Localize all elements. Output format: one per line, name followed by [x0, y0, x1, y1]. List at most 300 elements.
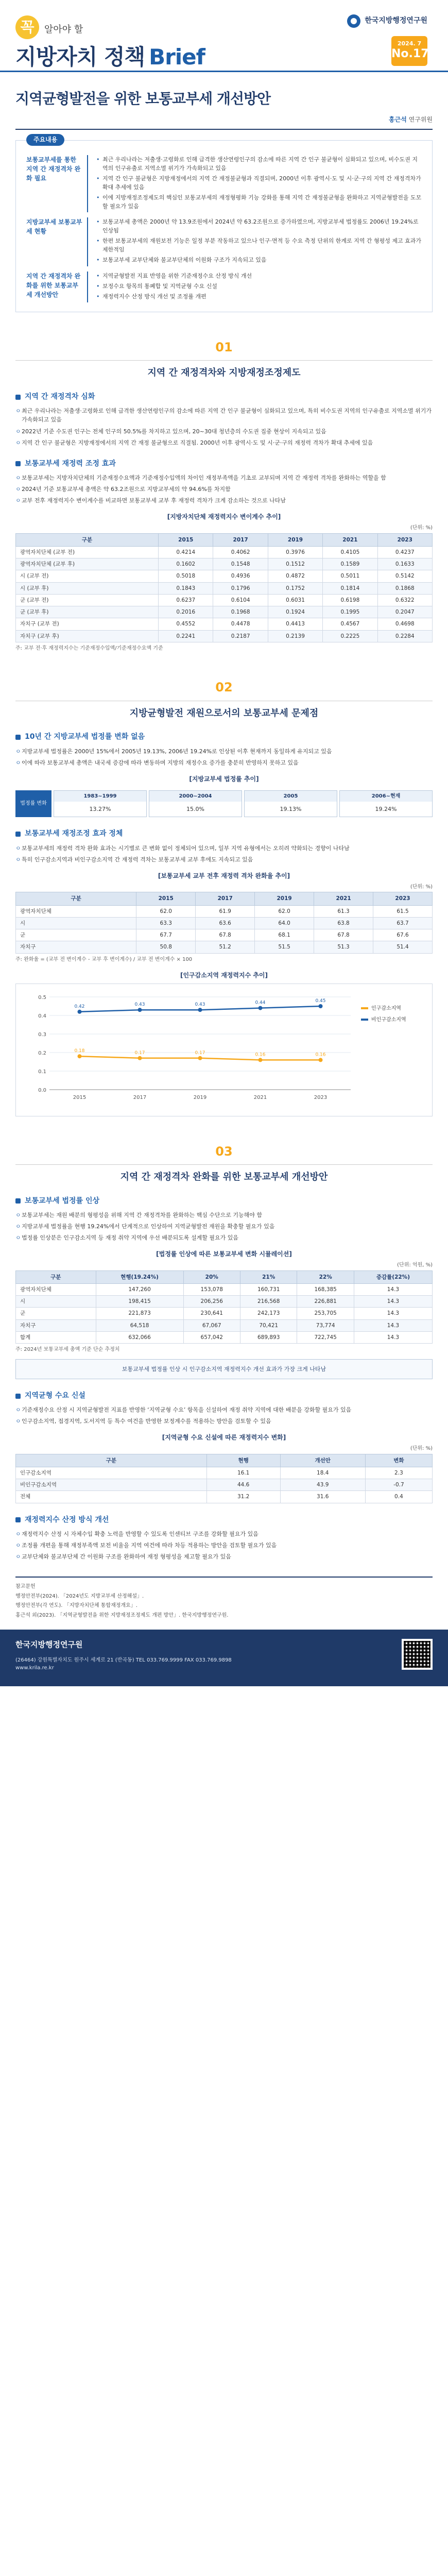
table-unit: (단위: 억원, %) — [397, 1262, 433, 1268]
table-header-cell: 구분 — [16, 892, 136, 905]
paragraph-line: ㅇ 조정률 개편을 통해 재정부족액 보전 비율을 지역 여건에 따라 차등 적용하는 방안을 검토할 필요가 있음 — [15, 1541, 433, 1550]
table-cell: 61.9 — [196, 905, 255, 917]
summary-side-label: 지역 간 재정격차 완화를 위한 보통교부세 개선방안 — [26, 272, 88, 302]
table-note: 주: 2024년 보통교부세 총액 기준 단순 추정치 — [15, 1347, 120, 1353]
timeline-cell — [244, 790, 337, 818]
table-cell: 0.3976 — [268, 546, 322, 558]
line-chart — [15, 984, 433, 1116]
paragraph-line: ㅇ 교부 전후 재정력지수 변이계수를 비교하면 보통교부세 교부 후 재정력 격차가 크게 감소하는 것으로 나타남 — [15, 496, 433, 505]
y-tick-label: 0.4 — [38, 1013, 46, 1019]
table-cell: 14.3 — [354, 1296, 432, 1308]
data-point — [319, 1058, 323, 1062]
table-cell: -0.7 — [365, 1479, 432, 1491]
table-cell: 14.3 — [354, 1283, 432, 1295]
legend-swatch — [361, 1007, 368, 1009]
x-tick-label: 2019 — [193, 1094, 207, 1100]
paragraph-line: ㅇ 지방교부세 법정률을 현행 19.24%에서 단계적으로 인상하여 지역균형발전 재원을 확충할 필요가 있음 — [15, 1222, 433, 1231]
table-cell: 0.4413 — [268, 618, 322, 630]
paragraph — [15, 844, 433, 864]
paragraph-line: ㅇ 교부단체와 불교부단체 간 이원화 구조를 완화하여 재정 형평성을 제고할 필요가 있음 — [15, 1552, 433, 1561]
table-header-cell: 현행 — [206, 1454, 280, 1467]
table-cell: 0.4 — [365, 1491, 432, 1503]
data-point — [138, 1056, 142, 1060]
timeline-cell — [54, 790, 147, 818]
reference-line: 홍근석 외(2023). 「지역균형발전을 위한 지방재정조정제도 개편 방안」. 한국지방행정연구원. — [15, 1612, 229, 1618]
table-cell: 0.4552 — [159, 618, 213, 630]
table-cell: 632,066 — [96, 1331, 183, 1343]
table-header-row — [16, 1454, 433, 1467]
data-point — [198, 1056, 202, 1060]
chart-caption: [인구감소지역 재정력지수 추이] — [180, 972, 268, 979]
qr-code-icon[interactable] — [402, 1639, 433, 1670]
table-cell: 216,568 — [240, 1296, 297, 1308]
table-cell: 0.6198 — [323, 594, 377, 606]
paragraph — [15, 473, 433, 505]
timeline-head: 법정률 변화 — [15, 790, 51, 818]
data-point — [259, 1006, 263, 1010]
header-subtitle: 알아야 할 — [44, 24, 83, 36]
table-cell: 67.7 — [136, 929, 196, 941]
table-cell: 합계 — [16, 1331, 96, 1343]
table-cell: 242,173 — [240, 1308, 297, 1319]
table-cell: 자치구 — [16, 1319, 96, 1331]
y-tick-label: 0.0 — [38, 1087, 46, 1093]
data-label: 0.16 — [315, 1052, 326, 1058]
paragraph-line: ㅇ 특히 인구감소지역과 비인구감소지역 간 재정력 격차는 보통교부세 교부 후에도 지속되고 있음 — [15, 855, 433, 864]
table-cell: 0.6031 — [268, 594, 322, 606]
paragraph-line: ㅇ 최근 우리나라는 저출생·고령화로 인해 급격한 생산연령인구의 감소에 따른 지역 간 인구 불균형이 심화되고 있으며, 특히 비수도권 지역의 인구유출로 지역소멸 위기가 가속화되고 있음 — [15, 406, 433, 424]
subheading: 보통교부세 재정력 조정 효과 — [15, 459, 433, 470]
paragraph — [15, 406, 433, 447]
footer-website[interactable]: www.krila.re.kr — [15, 1665, 54, 1671]
table-note: 주: 교부 전·후 재정력지수는 기준재정수입액/기준재정수요액 기준 — [15, 645, 163, 651]
table-cell: 0.6237 — [159, 594, 213, 606]
summary-side-label: 보통교부세를 통한 지역 간 재정격차 완화 필요 — [26, 155, 88, 212]
table-header-cell: 2019 — [255, 892, 314, 905]
section-title: 지역 간 재정격차 완화를 위한 보통교부세 개선방안 — [120, 1171, 328, 1182]
table-header-cell: 2021 — [314, 892, 373, 905]
subheading: 보통교부세 재정조정 효과 정체 — [15, 828, 433, 840]
summary-item: • 재정력지수 산정 방식 개선 및 조정률 개편 — [96, 292, 422, 301]
table-row — [16, 618, 433, 630]
timeline-year: 2000~2004 — [149, 791, 242, 802]
header — [0, 0, 448, 72]
paragraph-line: ㅇ 보통교부세의 재정력 격차 완화 효과는 시기별로 큰 변화 없이 정체되어 있으며, 일부 지역 유형에서는 오히려 약화되는 경향이 나타남 — [15, 844, 433, 853]
table-unit: (단위: %) — [410, 884, 433, 890]
table-cell: 시 (교부 전) — [16, 570, 159, 582]
paragraph-line: ㅇ 인구감소지역, 접경지역, 도서지역 등 특수 여건을 반영한 보정계수를 적용하는 방안을 검토할 수 있음 — [15, 1417, 433, 1426]
author-name: 홍근석 — [389, 116, 407, 124]
summary-list — [96, 272, 422, 302]
section-number: 01 — [215, 340, 233, 354]
table-cell: 2.3 — [365, 1467, 432, 1479]
table-cell: 0.2187 — [213, 630, 268, 642]
table-cell: 0.1843 — [159, 582, 213, 594]
table-cell: 31.6 — [280, 1491, 365, 1503]
subheading: 10년 간 지방교부세 법정률 변화 없음 — [15, 732, 433, 743]
summary-row — [26, 155, 422, 212]
timeline-value: 19.24% — [375, 806, 397, 813]
section-2-header — [15, 678, 433, 720]
summary-item: • 보통교부세 교부단체와 불교부단체의 이원화 구조가 지속되고 있음 — [96, 256, 422, 264]
table-cell: 0.5011 — [323, 570, 377, 582]
footer — [0, 1630, 448, 1686]
table-cell: 광역자치단체 — [16, 1283, 96, 1295]
summary-item: • 보통교부세 총액은 2000년 약 13.9조원에서 2024년 약 63.2조원으로 증가하였으며, 지방교부세 법정률도 2006년 19.24%로 인상됨 — [96, 217, 422, 235]
table-cell: 0.1924 — [268, 606, 322, 618]
section-3-header — [15, 1142, 433, 1184]
table-cell: 인구감소지역 — [16, 1467, 207, 1479]
summary-item: • 한편 보통교부세의 재원보전 기능은 일정 부분 작동하고 있으나 인구·면적 등 수요 측정 단위의 한계로 지역 간 형평성 제고 효과가 제한적임 — [96, 236, 422, 254]
table-cell: 군 — [16, 1308, 96, 1319]
paragraph — [15, 1211, 433, 1242]
summary-item: • 보정수요 항목의 통폐합 및 지역균형 수요 신설 — [96, 282, 422, 291]
table-cell: 43.9 — [280, 1479, 365, 1491]
table-cell: 시 — [16, 917, 136, 929]
table-header-cell: 구분 — [16, 1454, 207, 1467]
paragraph-line: ㅇ 이에 따라 보통교부세 총액은 내국세 증감에 따라 변동하며 지방의 재정수요 증가를 충분히 반영하지 못하고 있음 — [15, 758, 433, 767]
table-header-cell: 21% — [240, 1270, 297, 1283]
table-cell: 광역자치단체 (교부 후) — [16, 558, 159, 570]
table-cell: 18.4 — [280, 1467, 365, 1479]
table-cell: 군 (교부 전) — [16, 594, 159, 606]
org-mark-icon — [347, 14, 360, 28]
table-unit: (단위: %) — [410, 1446, 433, 1452]
table-header-cell: 구분 — [16, 533, 159, 546]
table-header-cell: 2023 — [373, 892, 433, 905]
page-title: 지역균형발전을 위한 보통교부세 개선방안 — [15, 90, 271, 107]
paragraph — [15, 747, 433, 767]
header-top — [15, 15, 83, 39]
summary-list — [96, 217, 422, 266]
table-cell: 0.6322 — [377, 594, 432, 606]
table-cell: 67.6 — [373, 929, 433, 941]
paragraph-line: ㅇ 지방교부세 법정률은 2000년 15%에서 2005년 19.13%, 2006년 19.24%로 인상된 이후 현재까지 동일하게 유지되고 있음 — [15, 747, 433, 756]
data-point — [78, 1010, 82, 1014]
brand-kr: 지방자치 정책 — [15, 44, 145, 70]
table-cell: 0.1602 — [159, 558, 213, 570]
table-caption: [지방자치단체 재정력지수 변이계수 추이] — [167, 513, 281, 521]
cv-table — [15, 533, 433, 642]
table-row — [16, 1283, 433, 1295]
data-label: 0.42 — [74, 1004, 85, 1009]
data-label: 0.45 — [315, 998, 326, 1004]
table-cell: 0.2139 — [268, 630, 322, 642]
table-cell: 0.6104 — [213, 594, 268, 606]
data-label: 0.44 — [255, 1000, 266, 1006]
paragraph-line: ㅇ 재정력지수 산정 시 자체수입 확충 노력을 반영할 수 있도록 인센티브 구조를 강화할 필요가 있음 — [15, 1530, 433, 1538]
table-cell: 147,260 — [96, 1283, 183, 1295]
table-row — [16, 917, 433, 929]
table-cell: 0.4237 — [377, 546, 432, 558]
table-cell: 0.4105 — [323, 546, 377, 558]
table-cell: 시 — [16, 1296, 96, 1308]
summary-tag: 주요내용 — [26, 134, 64, 146]
section-1-header — [15, 338, 433, 380]
table-cell: 0.2016 — [159, 606, 213, 618]
x-tick-label: 2017 — [133, 1094, 147, 1100]
reference-line: 행정안전부(각 연도). 「지방자치단체 통합재정개요」. — [15, 1603, 137, 1609]
section-divider — [15, 1164, 433, 1165]
table-cell: 자치구 — [16, 941, 136, 953]
table-cell: 0.5018 — [159, 570, 213, 582]
table-header-cell: 2015 — [136, 892, 196, 905]
mitigation-table — [15, 892, 433, 953]
table-caption: [법정률 인상에 따른 보통교부세 변화 시뮬레이션] — [156, 1250, 292, 1258]
table-cell: 70,421 — [240, 1319, 297, 1331]
subheading: 보통교부세 법정률 인상 — [15, 1196, 433, 1207]
summary-row — [26, 272, 422, 302]
author-line — [15, 115, 433, 130]
table-caption: [지역균형 수요 신설에 따른 재정력지수 변화] — [162, 1434, 286, 1442]
data-point — [259, 1058, 263, 1062]
table-cell: 64,518 — [96, 1319, 183, 1331]
brand-title — [15, 40, 205, 74]
subheading: 재정력지수 산정 방식 개선 — [15, 1515, 433, 1526]
table-cell: 자치구 (교부 전) — [16, 618, 159, 630]
table-cell: 0.4872 — [268, 570, 322, 582]
paragraph-line: ㅇ 보통교부세는 지방자치단체의 기준재정수요액과 기준재정수입액의 차이인 재정부족액을 기초로 교부되며 지역 간 재정력 격차를 완화하는 역할을 함 — [15, 473, 433, 482]
paragraph-line: ㅇ 2024년 기준 보통교부세 총액은 약 63.2조원으로 지방교부세의 약 94.6%를 차지함 — [15, 485, 433, 494]
table-cell: 0.2241 — [159, 630, 213, 642]
summary-item: • 이에 지방재정조정제도의 핵심인 보통교부세의 재정형평화 기능 강화를 통해 지역 간 재정불균형을 완화하고 지역균형발전을 도모할 필요가 있음 — [96, 193, 422, 211]
timeline-year: 2005 — [245, 791, 337, 802]
table-cell: 253,705 — [297, 1308, 354, 1319]
data-point — [319, 1004, 323, 1008]
table-cell: 63.3 — [136, 917, 196, 929]
table-cell: 0.1868 — [377, 582, 432, 594]
table-cell: 51.4 — [373, 941, 433, 953]
table-row — [16, 558, 433, 570]
data-label: 0.18 — [74, 1048, 85, 1054]
table-note: 주: 완화율 = (교부 전 변이계수 - 교부 후 변이계수) / 교부 전 변이계수 × 100 — [15, 956, 193, 962]
references — [15, 1577, 433, 1619]
table-cell: 221,873 — [96, 1308, 183, 1319]
data-point — [138, 1008, 142, 1012]
table-cell: 14.3 — [354, 1308, 432, 1319]
table-header-row — [16, 533, 433, 546]
summary-side-label: 지방교부세 보통교부세 현황 — [26, 217, 88, 266]
table-header-cell: 구분 — [16, 1270, 96, 1283]
table-cell: 비인구감소지역 — [16, 1479, 207, 1491]
y-tick-label: 0.3 — [38, 1031, 46, 1038]
table-cell: 0.1752 — [268, 582, 322, 594]
table-row — [16, 1467, 433, 1479]
table-cell: 160,731 — [240, 1283, 297, 1295]
table-cell: 군 — [16, 929, 136, 941]
data-label: 0.17 — [134, 1050, 145, 1056]
data-point — [78, 1054, 82, 1058]
org-name: 한국지방행정연구원 — [365, 16, 427, 25]
table-cell: 689,893 — [240, 1331, 297, 1343]
table-cell: 657,042 — [183, 1331, 240, 1343]
legend-label: 인구감소지역 — [371, 1005, 401, 1011]
issue-year: 2024. 7 — [397, 40, 422, 47]
reference-line: 참고문헌 — [15, 1584, 36, 1590]
table-cell: 67.8 — [314, 929, 373, 941]
table-cell: 64.0 — [255, 917, 314, 929]
timeline-caption: [지방교부세 법정률 추이] — [189, 775, 259, 783]
summary-list — [96, 155, 422, 212]
section-divider — [15, 360, 433, 361]
table-header-cell: 20% — [183, 1270, 240, 1283]
summary-item: • 지역균형발전 지표 반영을 위한 기준재정수요 산정 방식 개선 — [96, 272, 422, 280]
table-cell: 0.1995 — [323, 606, 377, 618]
simulation-table — [15, 1270, 433, 1344]
table-cell: 63.6 — [196, 917, 255, 929]
table-cell: 206,256 — [183, 1296, 240, 1308]
table-cell: 68.1 — [255, 929, 314, 941]
table-cell: 31.2 — [206, 1491, 280, 1503]
subheading: 지역 간 재정격차 심화 — [15, 392, 433, 403]
table-cell: 0.4478 — [213, 618, 268, 630]
table-cell: 14.3 — [354, 1319, 432, 1331]
table-cell: 0.5142 — [377, 570, 432, 582]
summary-box — [15, 135, 433, 312]
timeline-value: 19.13% — [280, 806, 302, 813]
table-cell: 51.5 — [255, 941, 314, 953]
table-cell: 73,774 — [297, 1319, 354, 1331]
timeline-year: 1983~1999 — [54, 791, 146, 802]
table-cell: 51.3 — [314, 941, 373, 953]
table-cell: 198,415 — [96, 1296, 183, 1308]
table-row — [16, 630, 433, 642]
table-cell: 광역자치단체 (교부 전) — [16, 546, 159, 558]
table-header-row — [16, 1270, 433, 1283]
data-label: 0.43 — [134, 1002, 145, 1007]
table-cell: 230,641 — [183, 1308, 240, 1319]
footer-org: 한국지방행정연구원 — [15, 1640, 83, 1650]
table-cell: 722,745 — [297, 1331, 354, 1343]
issue-number: No.173 — [391, 47, 437, 61]
footer-address: (26464) 강원특별자치도 원주시 세계로 21 (반곡동) TEL 033.769.9999 FAX 033.769.9898 — [15, 1657, 232, 1663]
table-row — [16, 582, 433, 594]
table-header-cell: 2019 — [268, 533, 322, 546]
table-cell: 군 (교부 후) — [16, 606, 159, 618]
table-cell: 63.7 — [373, 917, 433, 929]
table-cell: 61.5 — [373, 905, 433, 917]
table-row — [16, 594, 433, 606]
reference-line: 행정안전부(2024). 「2024년도 지방교부세 산정해설」. — [15, 1593, 144, 1599]
table-cell: 0.4062 — [213, 546, 268, 558]
table-cell: 0.1814 — [323, 582, 377, 594]
table-cell: 51.2 — [196, 941, 255, 953]
table-cell: 0.2047 — [377, 606, 432, 618]
table-header-row — [16, 892, 433, 905]
table-cell: 0.4214 — [159, 546, 213, 558]
table-cell: 62.0 — [255, 905, 314, 917]
data-point — [198, 1008, 202, 1012]
balance-table — [15, 1454, 433, 1503]
data-label: 0.43 — [195, 1002, 205, 1007]
section-number: 02 — [215, 680, 233, 695]
table-cell: 67,067 — [183, 1319, 240, 1331]
chart-svg — [21, 989, 428, 1108]
paragraph-line: ㅇ 지역 간 인구 불균형은 지방재정에서의 지역 간 재정 불균형으로 직결됨. 2000년 이후 광역시·도 및 시·군·구의 재정력 격차가 확대 추세에 있음 — [15, 438, 433, 447]
rate-timeline — [15, 790, 433, 818]
table-cell: 16.1 — [206, 1467, 280, 1479]
table-header-cell: 2023 — [377, 533, 432, 546]
table-header-cell: 개선안 — [280, 1454, 365, 1467]
author-role: 연구위원 — [408, 116, 433, 124]
table-row — [16, 1308, 433, 1319]
table-row — [16, 570, 433, 582]
summary-row — [26, 217, 422, 266]
paragraph — [15, 1405, 433, 1426]
timeline-value: 13.27% — [89, 806, 111, 813]
brief-logo-icon: 꼭 — [15, 15, 39, 39]
table-cell: 61.3 — [314, 905, 373, 917]
brand-en: Brief — [149, 44, 205, 70]
issue-badge — [391, 36, 437, 66]
timeline-cell — [339, 790, 433, 818]
table-cell: 시 (교부 후) — [16, 582, 159, 594]
legend-label: 비인구감소지역 — [371, 1016, 406, 1023]
table-cell: 0.4698 — [377, 618, 432, 630]
table-row — [16, 1296, 433, 1308]
section-title: 지방균형발전 재원으로서의 보통교부세 문제점 — [129, 707, 319, 719]
paragraph — [15, 1530, 433, 1561]
table-cell: 0.1968 — [213, 606, 268, 618]
table-header-cell: 증감률(22%) — [354, 1270, 432, 1283]
table-row — [16, 1491, 433, 1503]
table-cell: 0.1512 — [268, 558, 322, 570]
highlight-box: 보통교부세 법정률 인상 시 인구감소지역 재정력지수 개선 효과가 가장 크게 나타남 — [15, 1359, 433, 1379]
table-row — [16, 1479, 433, 1491]
table-row — [16, 905, 433, 917]
table-cell: 전체 — [16, 1491, 207, 1503]
paragraph-line: ㅇ 보통교부세는 재원 배분의 형평성을 위해 지역 간 재정격차를 완화하는 핵심 수단으로 기능해야 함 — [15, 1211, 433, 1219]
subheading: 지역균형 수요 신설 — [15, 1391, 433, 1402]
table-cell: 14.3 — [354, 1331, 432, 1343]
table-cell: 자치구 (교부 후) — [16, 630, 159, 642]
paragraph-line: ㅇ 2022년 기준 수도권 인구는 전체 인구의 50.5%를 차지하고 있으며, 20~30대 청년층의 수도권 집중 현상이 지속되고 있음 — [15, 427, 433, 436]
table-row — [16, 1331, 433, 1343]
y-tick-label: 0.2 — [38, 1050, 46, 1056]
table-cell: 44.6 — [206, 1479, 280, 1491]
x-tick-label: 2023 — [314, 1094, 328, 1100]
table-cell: 153,078 — [183, 1283, 240, 1295]
table-row — [16, 1319, 433, 1331]
table-header-cell: 2021 — [323, 533, 377, 546]
table-cell: 0.4936 — [213, 570, 268, 582]
table-unit: (단위: %) — [410, 525, 433, 531]
legend-swatch — [361, 1019, 368, 1021]
x-tick-label: 2015 — [73, 1094, 87, 1100]
summary-item: • 최근 우리나라는 저출생·고령화로 인해 급격한 생산연령인구의 감소에 따른 지역 간 인구 불균형이 심화되고 있으며, 비수도권 지역의 인구유출로 지역소멸 위기가 가속화되고 있음 — [96, 155, 422, 173]
table-cell: 0.1796 — [213, 582, 268, 594]
table-row — [16, 929, 433, 941]
timeline-value: 15.0% — [186, 806, 204, 813]
title-block — [0, 72, 448, 130]
table-header-cell: 2017 — [213, 533, 268, 546]
data-label: 0.17 — [195, 1050, 205, 1056]
table-cell: 0.1633 — [377, 558, 432, 570]
y-tick-label: 0.5 — [38, 994, 46, 1001]
summary-item: • 지역 간 인구 불균형은 지방재정에서의 지역 간 재정불균형과 직결되며, 2000년 이후 광역시·도 및 시·군·구의 지역 간 재정격차가 확대 추세에 있음 — [96, 174, 422, 192]
table-cell: 0.1548 — [213, 558, 268, 570]
table-cell: 0.4567 — [323, 618, 377, 630]
org-logo — [347, 14, 427, 28]
paragraph-line: ㅇ 법정률 인상분은 인구감소지역 등 재정 취약 지역에 우선 배분되도록 설계할 필요가 있음 — [15, 1233, 433, 1242]
table-header-cell: 변화 — [365, 1454, 432, 1467]
table-caption: [보통교부세 교부 전후 재정력 격차 완화율 추이] — [158, 872, 290, 880]
data-label: 0.16 — [255, 1052, 266, 1058]
table-cell: 62.0 — [136, 905, 196, 917]
table-cell: 광역자치단체 — [16, 905, 136, 917]
table-cell: 0.1589 — [323, 558, 377, 570]
table-header-cell: 2017 — [196, 892, 255, 905]
